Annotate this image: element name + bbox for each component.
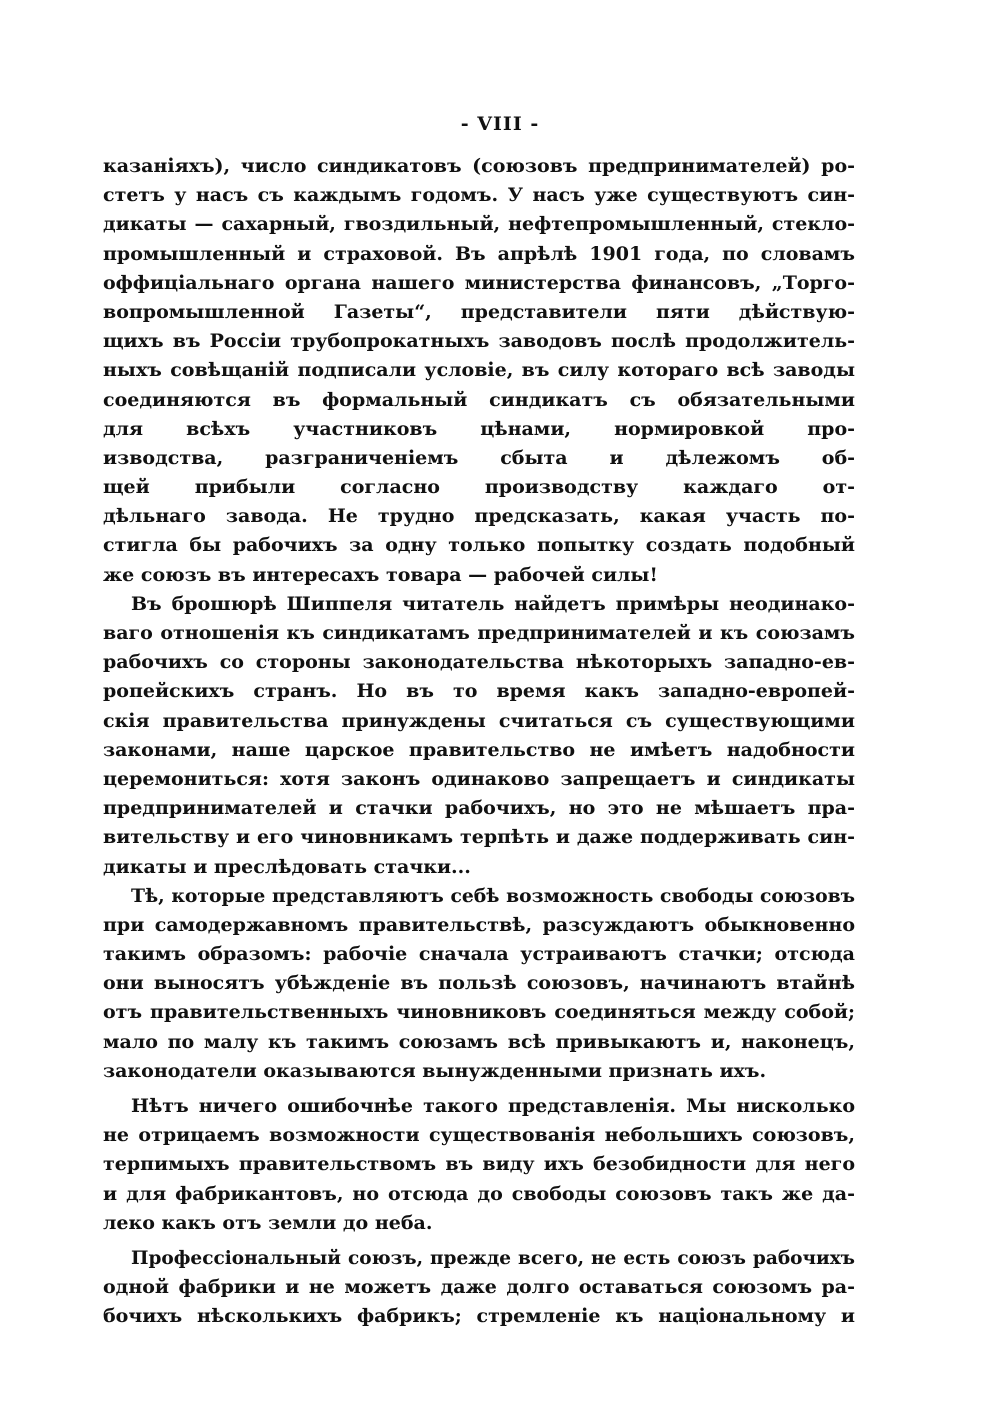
text-line: дикаты и преслѣдовать стачки... [103,855,471,878]
text-line: леко какъ отъ земли до неба. [103,1211,433,1234]
text-line: Нѣтъ ничего ошибочнѣе такого представленія. Мы нисколько [131,1095,855,1117]
text-line: законами, наше царское правительство не имѣетъ надобности [103,738,855,761]
text-line: стигла бы рабочихъ за одну только попытку создать подобный [103,534,855,557]
text-line: предпринимателей и стачки рабочихъ, но это не мѣшаетъ пра- [103,797,855,820]
text-line: законодатели оказываются вынужденными признать ихъ. [103,1059,767,1082]
text-line: Профессіональный союзъ, прежде всего, не есть союзъ рабочихъ [131,1247,855,1269]
text-line: вопромышленной Газеты“, представители пяти дѣйствую- [103,300,855,323]
text-line: для всѣхъ участниковъ цѣнами, нормировкой про- [103,417,855,440]
page-number: - VIII - [460,113,540,135]
text-line: ваго отношенія къ синдикатамъ предпринимателей и къ союзамъ [103,622,855,644]
text-line: стетъ у насъ съ каждымъ годомъ. У насъ уже существуютъ син- [103,184,855,207]
text-line: соединяются въ формальный синдикатъ съ обязательными [103,388,855,411]
text-line: дикаты — сахарный, гвоздильный, нефтепромышленный, стекло- [103,213,855,236]
text-line: щихъ въ Россіи трубопрокатныхъ заводовъ послѣ продолжитель- [103,330,855,353]
text-line: Тѣ, которые представляютъ себѣ возможность свободы союзовъ [131,884,855,907]
text-line: ныхъ совѣщаній подписали условіе, въ силу котораго всѣ заводы [103,359,855,382]
text-line: отъ правительственныхъ чиновниковъ соединяться между собой; [103,1001,855,1024]
text-line: промышленный и страховой. Въ апрѣлѣ 1901 года, по словамъ [103,242,855,265]
text-line: казаніяхъ), число синдикатовъ (союзовъ предпринимателей) ро- [103,155,855,177]
text-line: ропейскихъ странъ. Но въ то время какъ западно-европей- [103,680,855,703]
text-line: бочихъ нѣсколькихъ фабрикъ; стремленіе къ національному и [103,1305,855,1328]
text-line: и для фабрикантовъ, но отсюда до свободы союзовъ такъ же да- [103,1182,855,1205]
text-line: Въ брошюрѣ Шиппеля читатель найдетъ примѣры неодинако- [131,592,855,615]
text-line: же союзъ въ интересахъ товара — рабочей силы! [103,563,658,586]
text-line: при самодержавномъ правительствѣ, разсуждаютъ обыкновенно [103,913,855,936]
text-line: терпимыхъ правительствомъ въ виду ихъ безобидности для него [103,1153,855,1176]
text-line: одной фабрики и не можетъ даже долго оставаться союзомъ ра- [103,1276,855,1299]
body-text [103,152,855,1332]
text-line: дѣльнаго завода. Не трудно предсказать, какая участь по- [103,505,855,528]
text-line: рабочихъ со стороны законодательства нѣкоторыхъ западно-ев- [103,651,855,674]
text-line: изводства, разграниченіемъ сбыта и дѣлежомъ об- [103,446,855,469]
text-line: скія правительства принуждены считаться съ существующими [103,709,855,732]
text-line: церемониться: хотя законъ одинаково запрещаетъ и синдикаты [103,767,855,790]
text-line: не отрицаемъ возможности существованія небольшихъ союзовъ, [103,1124,855,1147]
text-line: щей прибыли согласно производству каждаго от- [103,476,855,499]
text-line: мало по малу къ такимъ союзамъ всѣ привыкаютъ и, наконецъ, [103,1030,855,1053]
text-line: они выносятъ убѣжденіе въ пользѣ союзовъ, начинаютъ втайнѣ [103,972,855,995]
text-line: оффиціальнаго органа нашего министерства финансовъ, „Торго- [103,271,855,294]
text-line: такимъ образомъ: рабочіе сначала устраиваютъ стачки; отсюда [103,943,855,966]
text-line: вительству и его чиновникамъ терпѣть и даже поддерживать син- [103,826,855,849]
